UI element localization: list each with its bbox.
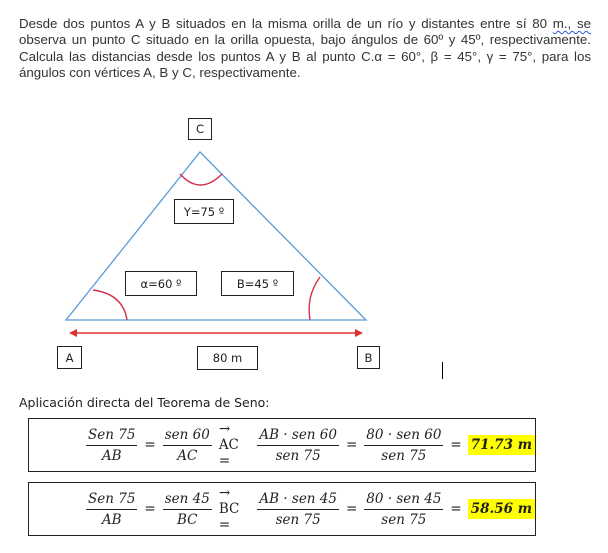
- vertex-a-label: A: [57, 346, 82, 369]
- text-cursor: [442, 362, 443, 379]
- equation-ac: $\frac{\text{Sen 75}}{AB}$ = $\frac{\text{sen 60}}{AC}$ → AC = $\frac{\text{AB · sen 60}}{\text{sen 75}}$ = $\frac{\text{80 · sen 60}}{\text{sen 75}}$ = 71.73 m: [83, 421, 535, 469]
- result-ac-highlight: 71.73 m: [468, 435, 535, 455]
- gamma-angle-label: Υ=75 º: [174, 199, 234, 224]
- spellcheck-flagged-text[interactable]: m., se: [552, 16, 591, 31]
- fraction: $\frac{\text{Sen 75}}{AB}$: [88, 426, 136, 464]
- fraction: $\frac{\text{AB · sen 60}}{\text{sen 75}}$: [259, 426, 337, 464]
- problem-text-start: Desde dos puntos A y B situados en la misma orilla de un río y distantes entre sí 80: [19, 16, 553, 31]
- equation-box-bc[interactable]: [28, 482, 536, 536]
- alpha-angle-label: α=60 º: [125, 271, 197, 296]
- fraction: $\frac{\text{80 · sen 60}}{\text{sen 75}}$: [366, 426, 442, 464]
- base-distance-label: 80 m: [197, 346, 258, 370]
- equation-box-ac[interactable]: [28, 418, 536, 472]
- gamma-angle-arc: [180, 174, 222, 185]
- fraction: $\frac{\text{sen 60}}{AC}$: [164, 426, 210, 464]
- fraction: $\frac{\text{80 · sen 45}}{\text{sen 75}}$: [366, 490, 442, 528]
- vertex-b-label: B: [357, 346, 380, 369]
- vertex-c-label: C: [188, 118, 212, 140]
- problem-text-rest: observa un punto C situado en la orilla opuesta, bajo ángulos de 60º y 45º, respectivamente. Calcula las distancias desde los puntos A y B al punto C.α = 60°, β = 45°, γ = 75°, para los ángulos con vértices A, B y C, respectivamente.: [19, 32, 591, 81]
- beta-angle-label: B=45 º: [221, 271, 294, 296]
- equation-bc: $\frac{\text{Sen 75}}{AB}$ = $\frac{\text{sen 45}}{BC}$ → BC = $\frac{\text{AB · sen 45}}{\text{sen 75}}$ = $\frac{\text{80 · sen 45}}{\text{sen 75}}$ = 58.56 m: [83, 485, 535, 533]
- fraction: $\frac{\text{Sen 75}}{AB}$: [88, 490, 136, 528]
- alpha-angle-arc: [93, 290, 127, 320]
- section-heading: Aplicación directa del Teorema de Seno:: [19, 395, 270, 410]
- fraction: $\frac{\text{sen 45}}{BC}$: [164, 490, 210, 528]
- beta-angle-arc: [309, 277, 320, 320]
- result-bc-highlight: 58.56 m: [468, 499, 535, 519]
- fraction: $\frac{\text{AB · sen 45}}{\text{sen 75}}$: [259, 490, 337, 528]
